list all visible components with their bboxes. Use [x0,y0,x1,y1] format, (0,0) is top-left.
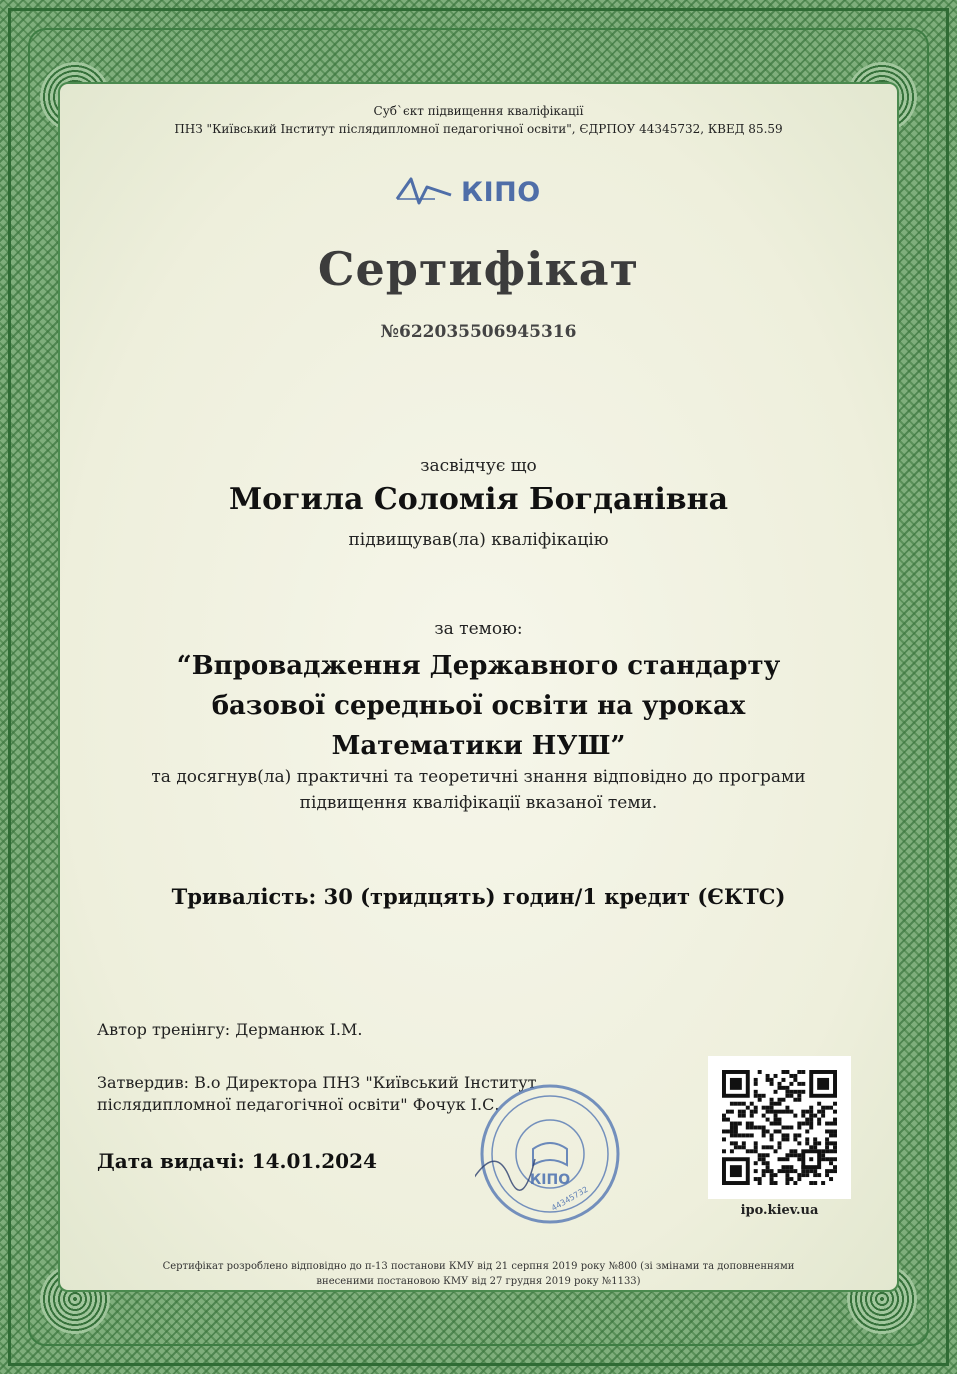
stamp-code: 44345732 [549,1184,590,1213]
kipo-logo [395,172,575,212]
achievement-statement [60,764,897,816]
achievement-line: та досягнув(ла) практичні та теоретичні знання відповідно до програми [151,767,806,787]
logo-text: КІПО [461,176,541,208]
course-topic-line: базової середньої освіти на уроках [211,691,746,721]
issue-date: Дата видачі: 14.01.2024 [97,1149,377,1173]
footnote-line: внесеними постановою КМУ від 27 грудня 2019 року №1133) [316,1276,641,1287]
legal-footnote [110,1259,847,1289]
stamp-seal-icon [475,1079,625,1229]
improved-qualification-text: підвищував(ла) кваліфікацію [348,530,609,550]
qr-code[interactable] [708,1056,851,1199]
recipient-name: Могила Соломія Богданівна [228,482,729,517]
website-caption: ipo.kiev.ua [740,1203,819,1218]
approved-by-line: післядипломної педагогічної освіти" Фочук І.С. [97,1095,500,1114]
certifies-text: засвідчує що [420,456,537,476]
course-topic-line: Математики НУШ” [331,731,626,761]
course-topic [60,646,897,766]
achievement-line: підвищення кваліфікації вказаної теми. [299,793,658,813]
certificate-number: №622035506945316 [380,322,577,342]
official-stamp [475,1079,625,1229]
approved-by-line: Затвердив: В.о Директора ПНЗ "Київський Інститут [97,1073,537,1092]
provider-heading: Суб`єкт підвищення кваліфікації [373,104,584,118]
qr-code-icon [722,1070,837,1185]
footnote-line: Сертифікат розроблено відповідно до п-13 постанови КМУ від 21 серпня 2019 року №800 (зі змінами та доповненнями [162,1261,795,1272]
kipo-wave-logo-icon [395,175,453,209]
course-duration: Тривалість: 30 (тридцять) годин/1 кредит (ЄКТС) [171,884,786,909]
certificate-title: Сертифікат [317,242,640,296]
provider-details: ПНЗ "Київський Інститут післядипломної педагогічної освіти", ЄДРПОУ 44345732, КВЕД 85.59 [174,122,783,136]
on-topic-label: за темою: [434,619,523,639]
training-author: Автор тренінгу: Дерманюк І.М. [97,1020,363,1039]
stamp-text: КІПО [529,1172,571,1188]
course-topic-line: “Впровадження Державного стандарту [176,651,781,681]
certificate-panel [58,82,899,1292]
